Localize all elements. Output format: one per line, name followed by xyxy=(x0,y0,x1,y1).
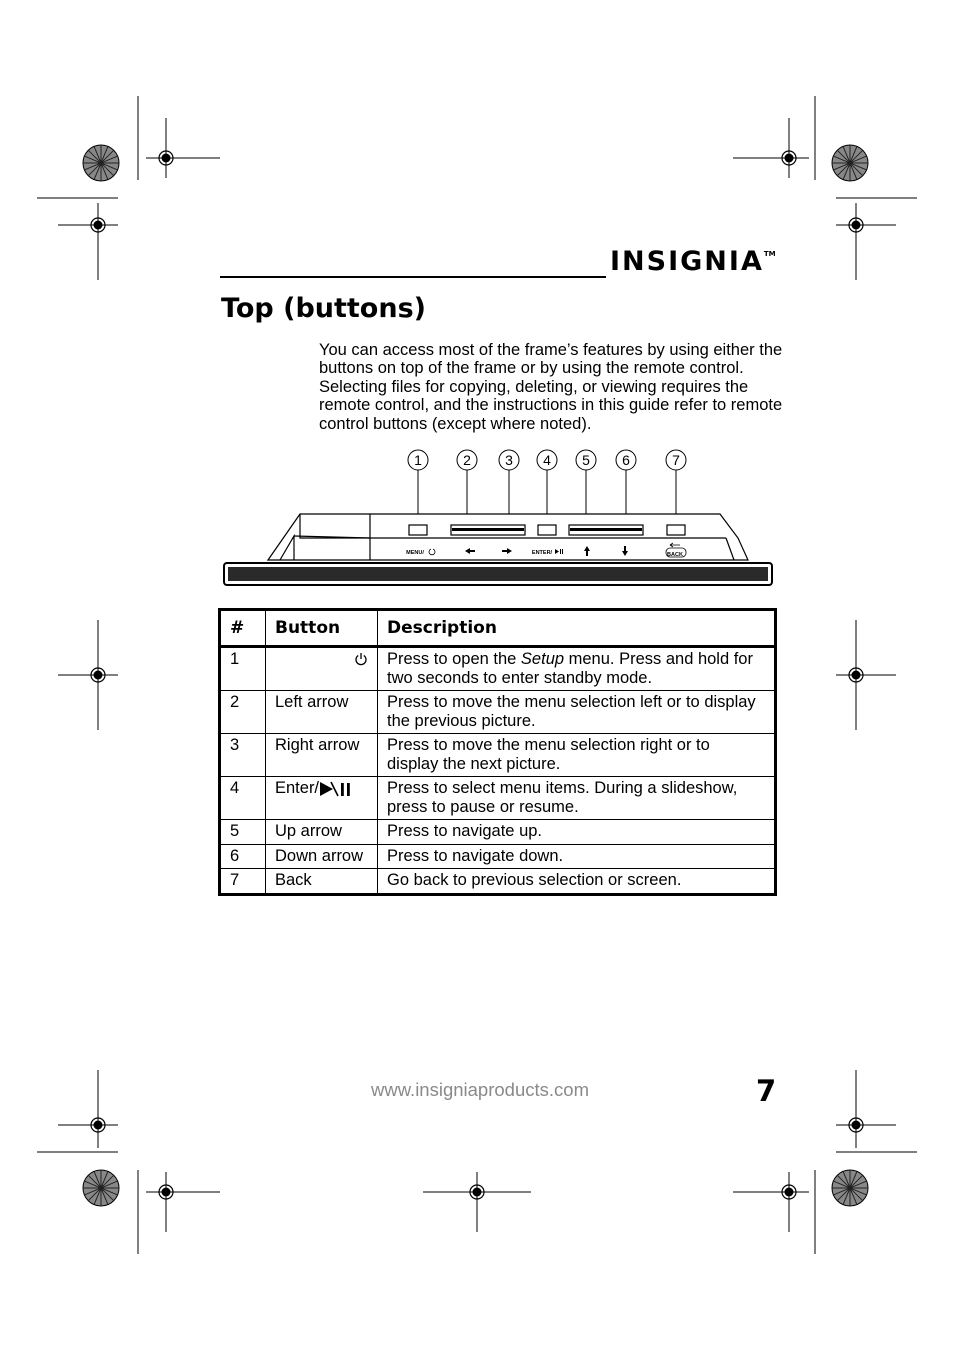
table-row xyxy=(220,777,776,820)
callout-1: 1 xyxy=(414,452,422,468)
enter-button-shape xyxy=(538,525,556,535)
row-number: 3 xyxy=(220,734,266,777)
intro-paragraph: You can access most of the frame’s features by using either the buttons on top of the frame or by using the remote control. Selecting files for copying, deleting, or viewing requires the remote control, and the instructions in this guide refer to remote control buttons (except where noted). xyxy=(319,341,783,433)
play-pause-icon xyxy=(319,780,353,798)
callout-4: 4 xyxy=(543,452,551,468)
callout-2: 2 xyxy=(463,452,471,468)
row-button: Left arrow xyxy=(266,691,378,734)
callout-7: 7 xyxy=(672,452,680,468)
back-button-shape xyxy=(667,525,685,535)
row-number: 5 xyxy=(220,820,266,845)
row-number: 1 xyxy=(220,647,266,691)
row-number: 6 xyxy=(220,844,266,869)
diagram-label-menu: MENU/ xyxy=(406,550,424,556)
page-title: Top (buttons) xyxy=(221,293,426,324)
row-description: Press to move the menu selection right or to display the next picture. xyxy=(378,734,776,777)
table-header-row xyxy=(220,610,776,647)
menu-button-shape xyxy=(409,525,427,535)
footer-url: www.insigniaproducts.com xyxy=(371,1079,589,1100)
header-rule xyxy=(220,276,606,278)
row-button: Right arrow xyxy=(266,734,378,777)
desc-part-2: menu. Press and hold for two seconds to enter standby mode. xyxy=(387,650,753,687)
diagram-label-back: BACK xyxy=(667,552,683,558)
callout-3: 3 xyxy=(505,452,513,468)
table-row xyxy=(220,869,776,895)
insignia-logo xyxy=(610,246,776,277)
row-number: 4 xyxy=(220,777,266,820)
frame-top-diagram xyxy=(220,446,780,591)
row-description: Press to navigate up. xyxy=(378,820,776,845)
table-row xyxy=(220,844,776,869)
table-row xyxy=(220,734,776,777)
row-button: Down arrow xyxy=(266,844,378,869)
power-icon xyxy=(354,652,368,666)
header-description: Description xyxy=(378,610,776,647)
row-description xyxy=(378,647,776,691)
row-description: Go back to previous selection or screen. xyxy=(378,869,776,895)
diagram-label-enter: ENTER/ xyxy=(531,550,553,556)
row-button-cell xyxy=(266,777,378,820)
row-description: Press to select menu items. During a slideshow, press to pause or resume. xyxy=(378,777,776,820)
page-number: 7 xyxy=(756,1074,777,1108)
trademark-mark: TM xyxy=(763,250,776,258)
table-row xyxy=(220,647,776,691)
desc-part-1: Press to open the xyxy=(387,650,521,668)
row-description: Press to move the menu selection left or to display the previous picture. xyxy=(378,691,776,734)
header-button: Button xyxy=(266,610,378,647)
table-row xyxy=(220,691,776,734)
logo-text: INSIGNIA xyxy=(610,246,764,277)
row-number: 7 xyxy=(220,869,266,895)
button-table xyxy=(218,608,777,896)
callout-5: 5 xyxy=(582,452,590,468)
desc-setup-emphasis: Setup xyxy=(520,650,565,668)
row-number: 2 xyxy=(220,691,266,734)
row-description: Press to navigate down. xyxy=(378,844,776,869)
table-row xyxy=(220,820,776,845)
row-button: Enter/ xyxy=(275,779,320,797)
row-button-cell xyxy=(266,647,378,691)
callout-6: 6 xyxy=(622,452,630,468)
row-button: Back xyxy=(266,869,378,895)
header-number: # xyxy=(220,610,266,647)
row-button: Up arrow xyxy=(266,820,378,845)
